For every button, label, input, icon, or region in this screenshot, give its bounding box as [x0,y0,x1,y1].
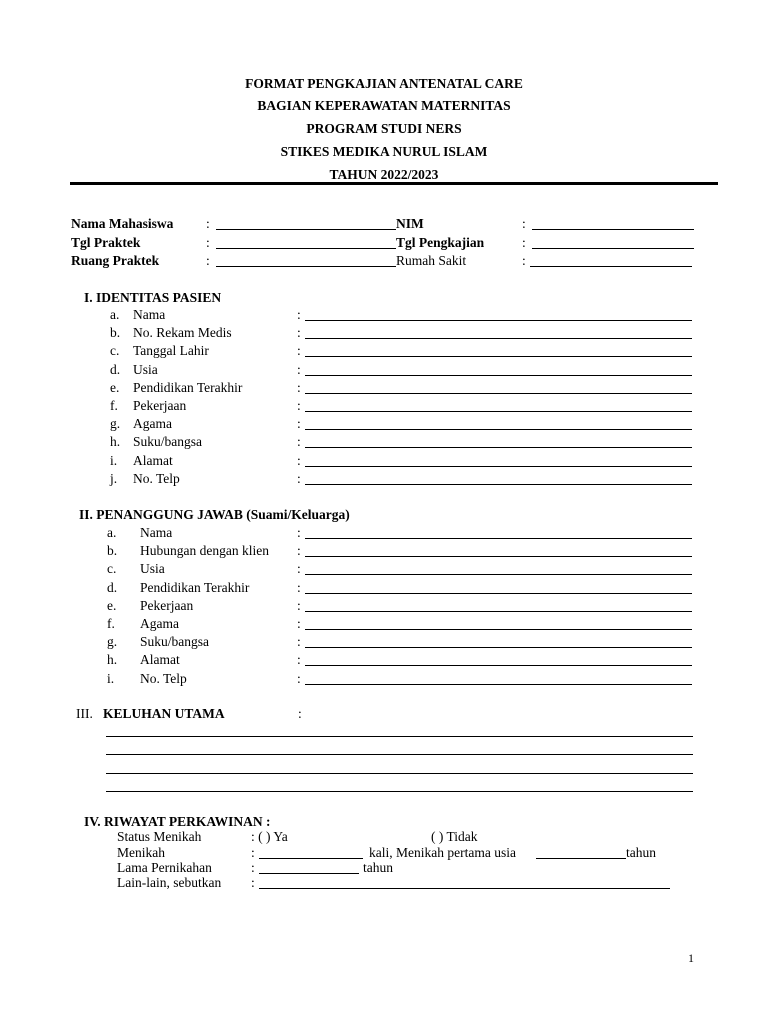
field-label-tgl-praktek: Tgl Praktek [71,235,141,250]
item-input-line[interactable] [305,484,692,485]
item-label: Pendidikan Terakhir [133,379,243,395]
item-input-line[interactable] [305,466,692,467]
item-letter: a. [110,307,120,322]
title-line-5: TAHUN 2022/2023 [329,167,439,182]
field-label-rumah-sakit: Rumah Sakit [396,253,467,268]
title-line-4: STIKES MEDIKA NURUL ISLAM [280,144,488,159]
field-colon: : [297,543,301,559]
field-colon: : [297,452,301,468]
field-colon: : [297,652,301,668]
menikah-age-input-line[interactable] [536,858,626,859]
field-colon: : [297,416,301,432]
item-label: Usia [133,361,158,377]
item-label: Alamat [140,652,180,668]
field-label-tgl-pengkajian: Tgl Pengkajian [396,235,485,250]
field-colon: : [251,875,255,890]
item-label: Tanggal Lahir [133,343,209,359]
item-label: Agama [140,616,179,631]
field-colon: : [251,845,255,860]
item-letter: d. [107,579,118,595]
lama-pernikahan-label: Lama Pernikahan [117,860,212,875]
field-colon: : [297,597,301,613]
item-label: Suku/bangsa [140,634,209,650]
field-colon: : [522,253,526,268]
field-colon: : [297,361,301,377]
lama-pernikahan-input-line[interactable] [259,873,359,874]
keluhan-utama-line[interactable] [106,773,693,774]
item-label: Pekerjaan [133,398,187,413]
item-letter: f. [107,616,115,631]
item-label: Nama [140,525,173,540]
section-4-heading: IV. RIWAYAT PERKAWINAN : [84,814,271,829]
field-colon: : [206,216,210,231]
field-colon: : [297,579,301,595]
field-colon: : [297,379,301,395]
nim-input-line[interactable] [532,229,694,230]
item-letter: f. [110,398,118,413]
field-colon: : [297,398,301,413]
field-colon: : [206,235,210,250]
item-letter: b. [107,543,118,559]
menikah-label: Menikah [117,845,165,860]
item-label: Hubungan dengan klien [140,543,269,559]
field-label-nim: NIM [396,216,424,231]
field-colon: : [297,525,301,540]
ruang-praktek-input-line[interactable] [216,266,396,267]
keluhan-utama-line[interactable] [106,736,693,737]
title-line-1: FORMAT PENGKAJIAN ANTENATAL CARE [245,76,523,91]
item-letter: c. [107,561,117,577]
item-input-line[interactable] [305,320,692,321]
section-2-heading: II. PENANGGUNG JAWAB (Suami/Keluarga) [79,507,350,522]
item-label: Agama [133,416,172,432]
keluhan-utama-line[interactable] [106,791,693,792]
field-colon: : [297,561,301,577]
item-input-line[interactable] [305,338,692,339]
field-colon: : [522,235,526,250]
field-colon: : [297,670,301,686]
item-input-line[interactable] [305,574,692,575]
field-colon: : [297,434,301,450]
item-input-line[interactable] [305,538,692,539]
lain-lain-label: Lain-lain, sebutkan [117,875,222,890]
field-colon: : [297,307,301,322]
field-colon: : [206,253,210,268]
item-letter: e. [107,597,117,613]
section-3-heading: KELUHAN UTAMA [103,706,225,721]
item-label: No. Telp [133,470,180,486]
item-letter: d. [110,361,121,377]
item-letter: h. [110,434,121,450]
item-input-line[interactable] [305,356,692,357]
item-label: Pekerjaan [140,597,194,613]
lain-lain-input-line[interactable] [259,888,670,889]
item-label: Alamat [133,452,173,468]
item-letter: e. [110,379,120,395]
item-letter: a. [107,525,117,540]
rumah-sakit-input-line[interactable] [530,266,692,267]
item-input-line[interactable] [305,593,692,594]
section-3-numeral: III. [76,706,93,721]
item-label: No. Telp [140,670,187,686]
field-colon: : [297,325,301,341]
item-input-line[interactable] [305,647,692,648]
title-line-3: PROGRAM STUDI NERS [306,121,462,136]
field-label-ruang-praktek: Ruang Praktek [71,253,160,268]
lama-end-text: tahun [363,860,393,875]
item-letter: i. [110,452,118,468]
item-letter: j. [110,470,118,486]
field-label-nama-mahasiswa: Nama Mahasiswa [71,216,174,231]
item-label: Pendidikan Terakhir [140,579,250,595]
item-input-line[interactable] [305,411,692,412]
item-label: Suku/bangsa [133,434,202,450]
field-colon: : [297,616,301,631]
title-line-2: BAGIAN KEPERAWATAN MATERNITAS [257,98,511,113]
section-3-colon: : [298,706,302,721]
status-ya-option[interactable]: : ( ) Ya [251,829,288,844]
status-tidak-option[interactable]: ( ) Tidak [431,829,478,844]
field-colon: : [297,470,301,486]
item-input-line[interactable] [305,665,692,666]
nama-mahasiswa-input-line[interactable] [216,229,396,230]
keluhan-utama-line[interactable] [106,754,693,755]
item-input-line[interactable] [305,393,692,394]
item-input-line[interactable] [305,375,692,376]
field-colon: : [297,343,301,359]
tgl-praktek-input-line[interactable] [216,248,396,249]
tgl-pengkajian-input-line[interactable] [532,248,694,249]
item-label: Nama [133,307,166,322]
page-number: 1 [688,951,694,965]
item-input-line[interactable] [305,447,692,448]
menikah-mid-text: kali, Menikah pertama usia [369,845,516,860]
item-letter: i. [107,670,115,686]
item-input-line[interactable] [305,611,692,612]
item-letter: g. [107,634,118,650]
status-menikah-label: Status Menikah [117,829,202,844]
field-colon: : [297,634,301,650]
section-1-heading: I. IDENTITAS PASIEN [84,290,222,305]
item-label: No. Rekam Medis [133,325,232,341]
header-divider [70,182,718,185]
item-label: Usia [140,561,165,577]
item-letter: b. [110,325,121,341]
item-input-line[interactable] [305,684,692,685]
menikah-end-text: tahun [626,845,656,860]
item-input-line[interactable] [305,556,692,557]
menikah-count-input-line[interactable] [259,858,363,859]
field-colon: : [522,216,526,231]
item-letter: g. [110,416,121,432]
item-letter: h. [107,652,118,668]
item-letter: c. [110,343,120,359]
item-input-line[interactable] [305,629,692,630]
field-colon: : [251,860,255,875]
item-input-line[interactable] [305,429,692,430]
